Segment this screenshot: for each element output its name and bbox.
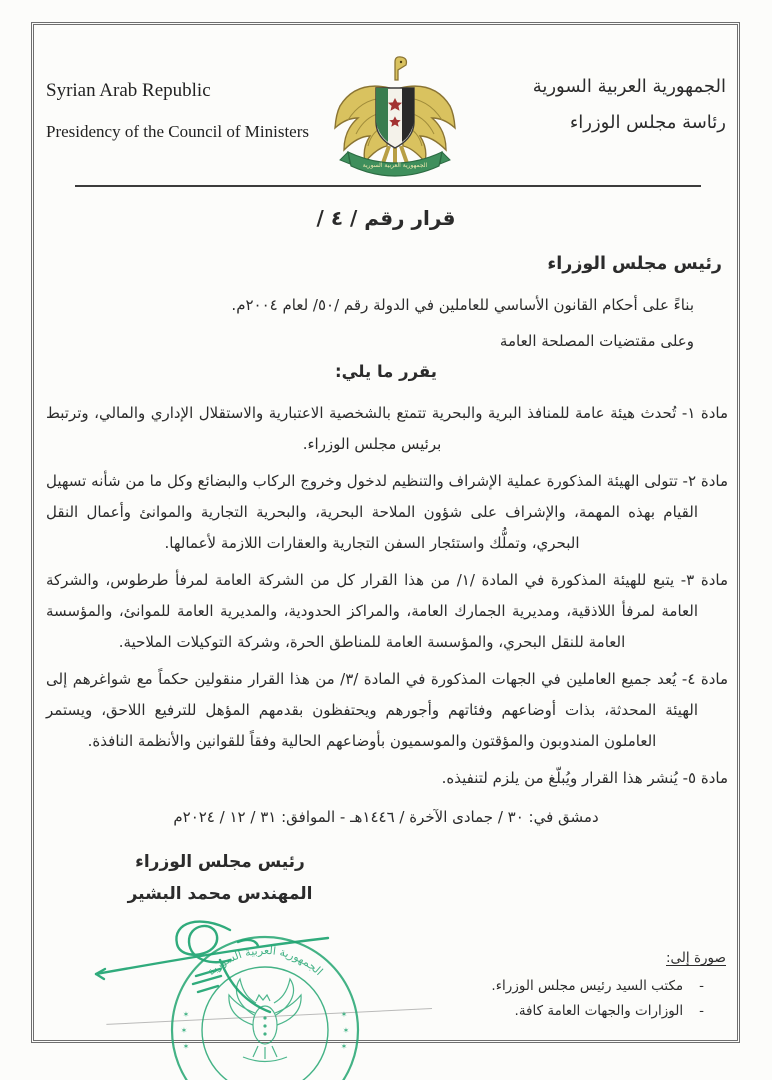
copy-to-section <box>476 950 726 1028</box>
header-office-en: Presidency of the Council of Ministers <box>46 122 309 141</box>
svg-text:✶: ✶ <box>342 1026 350 1035</box>
articles-section <box>46 398 728 800</box>
dash-bullet: - <box>699 1003 704 1019</box>
svg-text:✶: ✶ <box>182 1042 190 1051</box>
header-country-en: Syrian Arab Republic <box>46 80 211 101</box>
handwritten-signature <box>78 912 353 1027</box>
signature-block <box>92 852 348 904</box>
svg-text:✶: ✶ <box>340 1042 348 1051</box>
svg-text:✶: ✶ <box>182 1010 190 1019</box>
stamp-ring-top-text: الجمهورية العربية السورية <box>204 943 326 979</box>
header-office-ar: رئاسة مجلس الوزراء <box>569 112 726 133</box>
svg-text:✶: ✶ <box>340 1010 348 1019</box>
header-divider <box>75 185 701 187</box>
header-country-ar: الجمهورية العربية السورية <box>532 76 726 97</box>
article-5: مادة ٥- يُنشر هذا القرار ويُبلّغ من يلزم لتنفيذه. <box>441 769 728 787</box>
decree-lead: يقرر ما يلي: <box>335 362 437 381</box>
article-4: مادة ٤- يُعد جميع العاملين في الجهات المذكورة في المادة /٣/ من هذا القرار منقولين حكماً مع شواغرهم إلى الهيئة المحدثة، بذات أوضاعهم وفئاتهم وأجورهم ويحتفظون بقدمهم المؤهل للترفيع اللاحق، ويستمر العاملون المندوبون والمؤقتون والموسميون بأوضاعهم الحالية وفقاً للقوانين والأنظمة النافذة. <box>46 670 728 750</box>
signatory-title: رئيس مجلس الوزراء <box>135 852 305 872</box>
copy-to-heading: صورة إلى: <box>666 950 726 966</box>
article-2: مادة ٢- تتولى الهيئة المذكورة عملية الإشراف والتنظيم لدخول وخروج الركاب والبضائع وكل ما من شأنه تسهيل القيام بهذه المهمة، والإشراف على شؤون الملاحة البحرية، والبحرية التجارية والموانئ وأعمال النقل البحري، وتملُّك واستئجار السفن التجارية والعقارات اللازمة لأعمالها. <box>46 472 728 552</box>
article-1: مادة ١- تُحدث هيئة عامة للمنافذ البرية والبحرية تتمتع بالشخصية الاعتبارية والاستقلال الإداري والمالي، وترتبط برئيس مجلس الوزراء. <box>46 404 728 453</box>
syrian-eagle-emblem-icon <box>332 54 458 178</box>
copy-to-item <box>476 978 726 994</box>
article-3: مادة ٣- يتبع للهيئة المذكورة في المادة /١/ من هذا القرار كل من الشركة العامة لمرفأ طرطوس، والشركة العامة لمرفأ اللاذقية، ومديرية الجمارك العامة، والمراكز الحدودية، والمديرية العامة للموانئ، والمؤسسة العامة للنقل البحري، والمؤسسة العامة للمناطق الحرة، وشركة التوكيلات الملاحية. <box>46 571 728 651</box>
copy-to-item-text: مكتب السيد رئيس مجلس الوزراء. <box>491 978 684 994</box>
preamble-line: وعلى مقتضيات المصلحة العامة <box>499 332 694 350</box>
preamble-line: بناءً على أحكام القانون الأساسي للعاملين في الدولة رقم /٥٠/ لعام ٢٠٠٤م. <box>231 296 694 314</box>
copy-to-item <box>476 1003 726 1019</box>
svg-text:✶: ✶ <box>180 1026 188 1035</box>
dash-bullet: - <box>699 978 704 994</box>
date-line: دمشق في: ٣٠ / جمادى الآخرة / ١٤٤٦هـ - الموافق: ٣١ / ١٢ / ٢٠٢٤م <box>173 808 599 826</box>
issuer-heading: رئيس مجلس الوزراء <box>547 254 722 274</box>
copy-to-item-text: الوزارات والجهات العامة كافة. <box>514 1003 684 1019</box>
decree-title: قرار رقم / ٤ / <box>316 206 456 230</box>
signatory-name: المهندس محمد البشير <box>127 884 313 904</box>
emblem-banner-text: الجمهورية العربية السورية <box>362 162 428 169</box>
